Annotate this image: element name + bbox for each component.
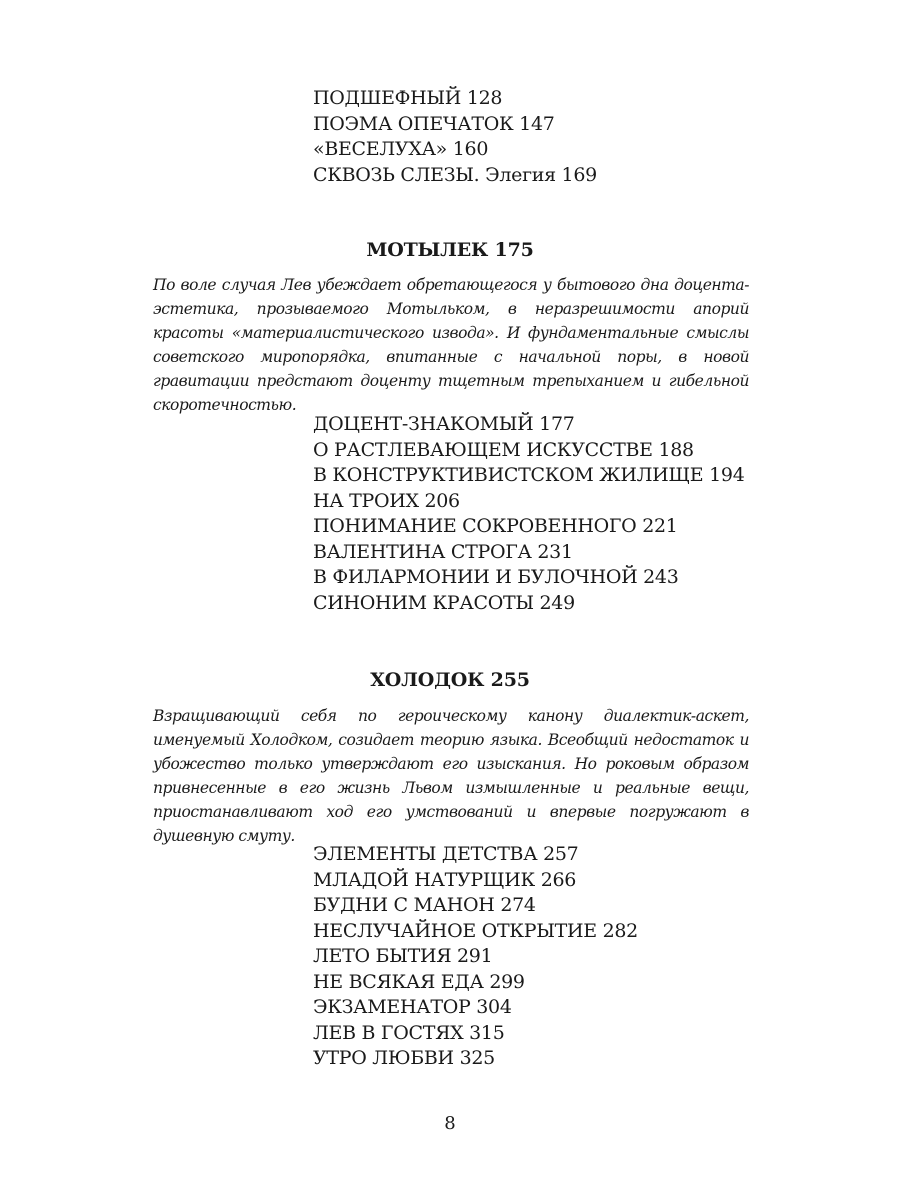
toc-entry-page: 266 bbox=[540, 868, 577, 891]
toc-entry-title: СИНОНИМ КРАСОТЫ bbox=[313, 591, 534, 614]
toc-entry-title: В ФИЛАРМОНИИ И БУЛОЧНОЙ bbox=[313, 566, 638, 588]
toc-entry-page: 299 bbox=[489, 970, 525, 993]
toc-entry-title: ПОДШЕФНЫЙ bbox=[313, 87, 462, 109]
toc-entry-title: НА ТРОИХ bbox=[313, 489, 419, 512]
toc-entry-page: 315 bbox=[469, 1021, 505, 1044]
toc-list-motylek bbox=[313, 412, 745, 616]
toc-entry[interactable] bbox=[313, 970, 638, 996]
toc-entry-page: 282 bbox=[602, 919, 638, 942]
section-synopsis-holodok: Взращивающий себя по героическому канону диалектик-аскет, именуемый Холодком, созидает теорию языка. Всеобщий недостаток и убожество только утверждают его изыскания. Но роковым образом привнесенные в его жизнь Львом измышленные и реальные вещи, приостанавливают ход его умствований и впервые погружают в душевную смуту. bbox=[153, 707, 749, 845]
toc-entry[interactable] bbox=[313, 995, 638, 1021]
section-synopsis-motylek: По воле случая Лев убеждает обретающегося у бытового дна доцента-эстетика, прозываемого Мотыльком, в неразрешимости апорий красоты «материалистического извода». И фундаментальные смыслы советского миропорядка, впитанные с начальной поры, в новой гравитации предстают доценту тщетным трепыханием и гибельной скоротечностью. bbox=[153, 276, 749, 414]
toc-list-continued bbox=[313, 86, 597, 188]
toc-entry-page: 243 bbox=[643, 566, 679, 588]
toc-entry[interactable] bbox=[313, 112, 597, 138]
toc-entry[interactable] bbox=[313, 591, 745, 617]
toc-entry-page: 231 bbox=[537, 540, 573, 563]
toc-entry-title: В КОНСТРУКТИВИСТСКОМ ЖИЛИЩЕ bbox=[313, 464, 704, 486]
toc-entry-page: 249 bbox=[539, 591, 575, 614]
section-page: 175 bbox=[494, 239, 534, 261]
toc-entry-title: ДОЦЕНТ-ЗНАКОМЫЙ bbox=[313, 413, 534, 435]
toc-entry-page: 128 bbox=[466, 87, 503, 109]
toc-entry[interactable] bbox=[313, 540, 745, 566]
toc-entry-page: 177 bbox=[539, 413, 575, 435]
toc-entry[interactable] bbox=[313, 514, 745, 540]
toc-entry-page: 274 bbox=[500, 894, 536, 916]
toc-entry[interactable] bbox=[313, 489, 745, 515]
section-heading-motylek[interactable] bbox=[0, 237, 900, 263]
section-page: 255 bbox=[490, 669, 530, 691]
toc-entry-title: УТРО ЛЮБВИ bbox=[313, 1047, 454, 1069]
section-heading-holodok[interactable] bbox=[0, 667, 900, 693]
toc-entry-page: 194 bbox=[709, 464, 745, 486]
toc-entry-page: 291 bbox=[457, 945, 493, 967]
toc-entry[interactable] bbox=[313, 1046, 638, 1072]
toc-entry[interactable] bbox=[313, 842, 638, 868]
toc-entry[interactable] bbox=[313, 919, 638, 945]
toc-entry-title: МЛАДОЙ НАТУРЩИК bbox=[313, 868, 535, 891]
toc-entry-title: О РАСТЛЕВАЮЩЕМ ИСКУССТВЕ bbox=[313, 438, 653, 461]
toc-entry-title: ЭЛЕМЕНТЫ ДЕТСТВА bbox=[313, 843, 538, 865]
toc-entry-title: ВАЛЕНТИНА СТРОГА bbox=[313, 540, 532, 563]
toc-list-holodok bbox=[313, 842, 638, 1072]
toc-entry[interactable] bbox=[313, 438, 745, 464]
section-title: ХОЛОДОК bbox=[370, 669, 485, 691]
toc-entry-page: 206 bbox=[424, 489, 460, 512]
toc-entry[interactable] bbox=[313, 86, 597, 112]
toc-entry-page: 325 bbox=[459, 1047, 495, 1069]
toc-entry-title: НЕСЛУЧАЙНОЕ ОТКРЫТИЕ bbox=[313, 919, 597, 942]
toc-entry[interactable] bbox=[313, 163, 597, 189]
toc-entry-title: СКВОЗЬ СЛЕЗЫ. Элегия bbox=[313, 163, 556, 186]
toc-entry-title: ЛЕВ В ГОСТЯХ bbox=[313, 1021, 464, 1044]
toc-entry-title: ПОЭМА ОПЕЧАТОК bbox=[313, 112, 514, 135]
toc-entry-page: 257 bbox=[543, 843, 579, 865]
toc-entry[interactable] bbox=[313, 565, 745, 591]
toc-entry[interactable] bbox=[313, 1021, 638, 1047]
toc-entry-title: НЕ ВСЯКАЯ ЕДА bbox=[313, 970, 484, 993]
toc-entry-title: ПОНИМАНИЕ СОКРОВЕННОГО bbox=[313, 515, 637, 537]
toc-entry[interactable] bbox=[313, 412, 745, 438]
page-number: 8 bbox=[444, 1113, 456, 1134]
toc-entry-page: 221 bbox=[642, 515, 678, 537]
toc-entry-title: БУДНИ С МАНОН bbox=[313, 894, 495, 916]
toc-entry[interactable] bbox=[313, 137, 597, 163]
toc-entry-title: ЭКЗАМЕНАТОР bbox=[313, 996, 471, 1018]
toc-entry-page: 169 bbox=[561, 163, 597, 186]
toc-entry-page: 147 bbox=[519, 112, 555, 135]
toc-entry-page: 160 bbox=[452, 138, 489, 160]
toc-entry-title: «ВЕСЕЛУХА» bbox=[313, 138, 447, 160]
toc-entry[interactable] bbox=[313, 944, 638, 970]
toc-entry[interactable] bbox=[313, 463, 745, 489]
toc-entry-title: ЛЕТО БЫТИЯ bbox=[313, 945, 452, 967]
toc-entry-page: 188 bbox=[658, 438, 694, 461]
toc-entry[interactable] bbox=[313, 868, 638, 894]
toc-entry[interactable] bbox=[313, 893, 638, 919]
toc-entry-page: 304 bbox=[476, 996, 512, 1018]
section-title: МОТЫЛЕК bbox=[366, 239, 489, 261]
